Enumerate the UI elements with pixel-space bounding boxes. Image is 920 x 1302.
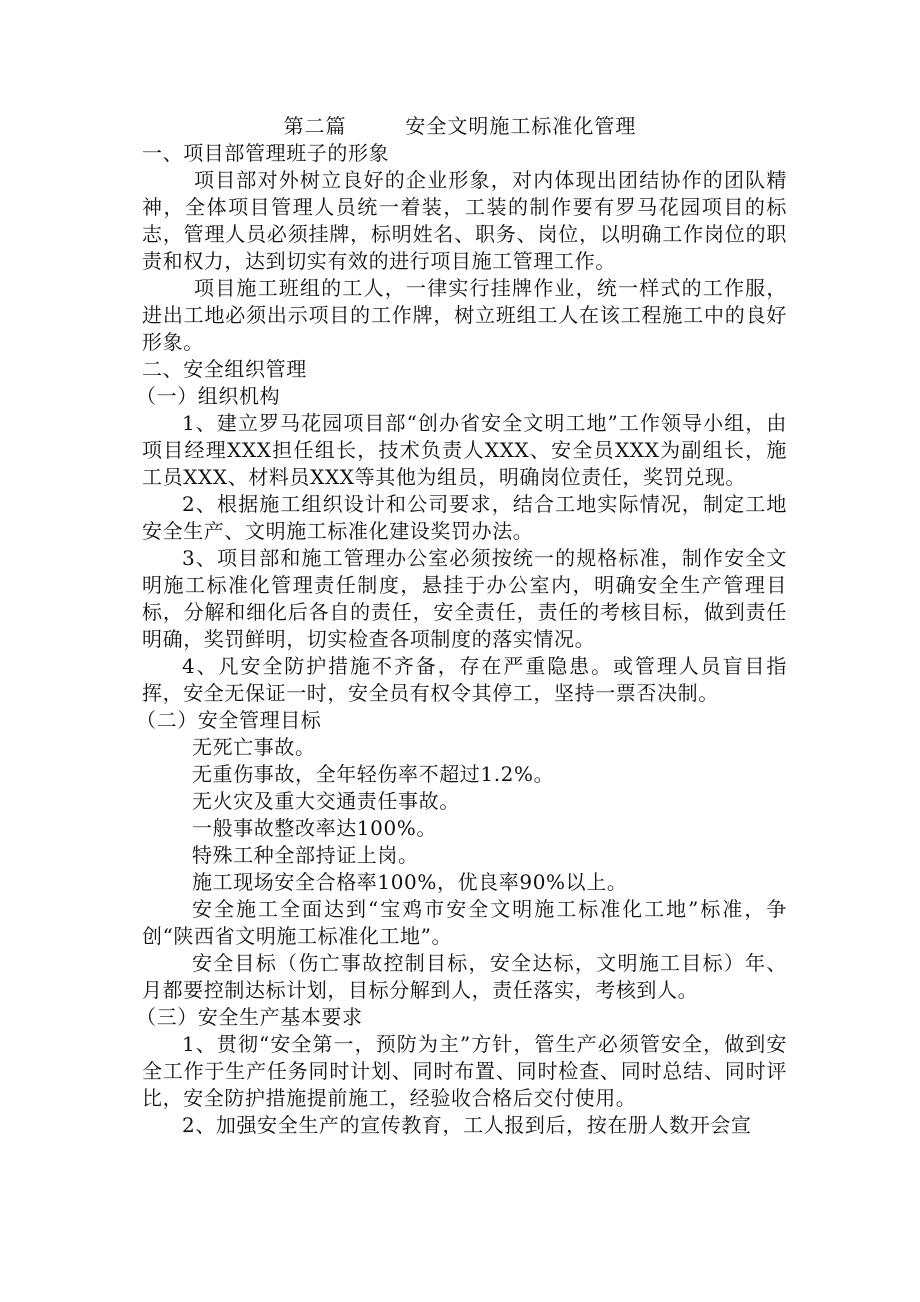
paragraph: 安全目标（伤亡事故控制目标，安全达标，文明施工目标）年、月都要控制达标计划，目标分解到人，责任落实，考核到人。	[142, 951, 787, 1002]
list-item: 特殊工种全部持证上岗。	[192, 843, 419, 867]
list-item: 施工现场安全合格率100%，优良率90%以上。	[192, 870, 628, 894]
document-body	[136, 140, 787, 1139]
paragraph: 1、建立罗马花园项目部“创办省安全文明工地”工作领导小组，由项目经理XXX担任组长，技术负责人XXX、安全员XXX为副组长，施工员XXX、材料员XXX等其他为组员，明确岗位责任，奖罚兑现。	[142, 411, 787, 489]
document-title: 第二篇 安全文明施工标准化管理	[283, 114, 637, 138]
section-heading-2: 二、安全组织管理	[142, 357, 307, 381]
paragraph: 2、加强安全生产的宣传教育，工人报到后，按在册人数开会宣	[182, 1113, 752, 1137]
paragraph: 1、贯彻“安全第一，预防为主”方针，管生产必须管安全，做到安全工作于生产任务同时计划、同时布置、同时检查、同时总结、同时评比，安全防护措施提前施工，经验收合格后交付使用。	[142, 1032, 787, 1110]
subsection-heading: （三）安全生产基本要求	[136, 1005, 363, 1029]
subsection-heading: （一）组织机构	[136, 384, 281, 408]
paragraph: 3、项目部和施工管理办公室必须按统一的规格标准，制作安全文明施工标准化管理责任制度，悬挂于办公室内，明确安全生产管理目标，分解和细化后各自的责任，安全责任，责任的考核目标，做到责任明确，奖罚鲜明，切实检查各项制度的落实情况。	[142, 546, 787, 651]
list-item: 一般事故整改率达100%。	[192, 816, 437, 840]
list-item: 无重伤事故，全年轻伤率不超过1.2%。	[192, 762, 555, 786]
paragraph: 项目部对外树立良好的企业形象，对内体现出团结协作的团队精神，全体项目管理人员统一着装，工装的制作要有罗马花园项目的标志，管理人员必须挂牌，标明姓名、职务、岗位，以明确工作岗位的职责和权力，达到切实有效的进行项目施工管理工作。	[142, 168, 787, 273]
section-heading-1: 一、项目部管理班子的形象	[142, 141, 390, 165]
paragraph: 项目施工班组的工人，一律实行挂牌作业，统一样式的工作服，进出工地必须出示项目的工作牌，树立班组工人在该工程施工中的良好形象。	[142, 276, 787, 354]
paragraph: 安全施工全面达到“宝鸡市安全文明施工标准化工地”标准，争创“陕西省文明施工标准化工地”。	[142, 897, 787, 948]
list-item: 无火灾及重大交通责任事故。	[192, 789, 460, 813]
paragraph: 4、凡安全防护措施不齐备，存在严重隐患。或管理人员盲目指挥，安全无保证一时，安全员有权令其停工，坚持一票否决制。	[142, 654, 787, 705]
paragraph: 2、根据施工组织设计和公司要求，结合工地实际情况，制定工地安全生产、文明施工标准化建设奖罚办法。	[142, 492, 787, 543]
list-item: 无死亡事故。	[192, 735, 316, 759]
subsection-heading: （二）安全管理目标	[136, 708, 322, 732]
